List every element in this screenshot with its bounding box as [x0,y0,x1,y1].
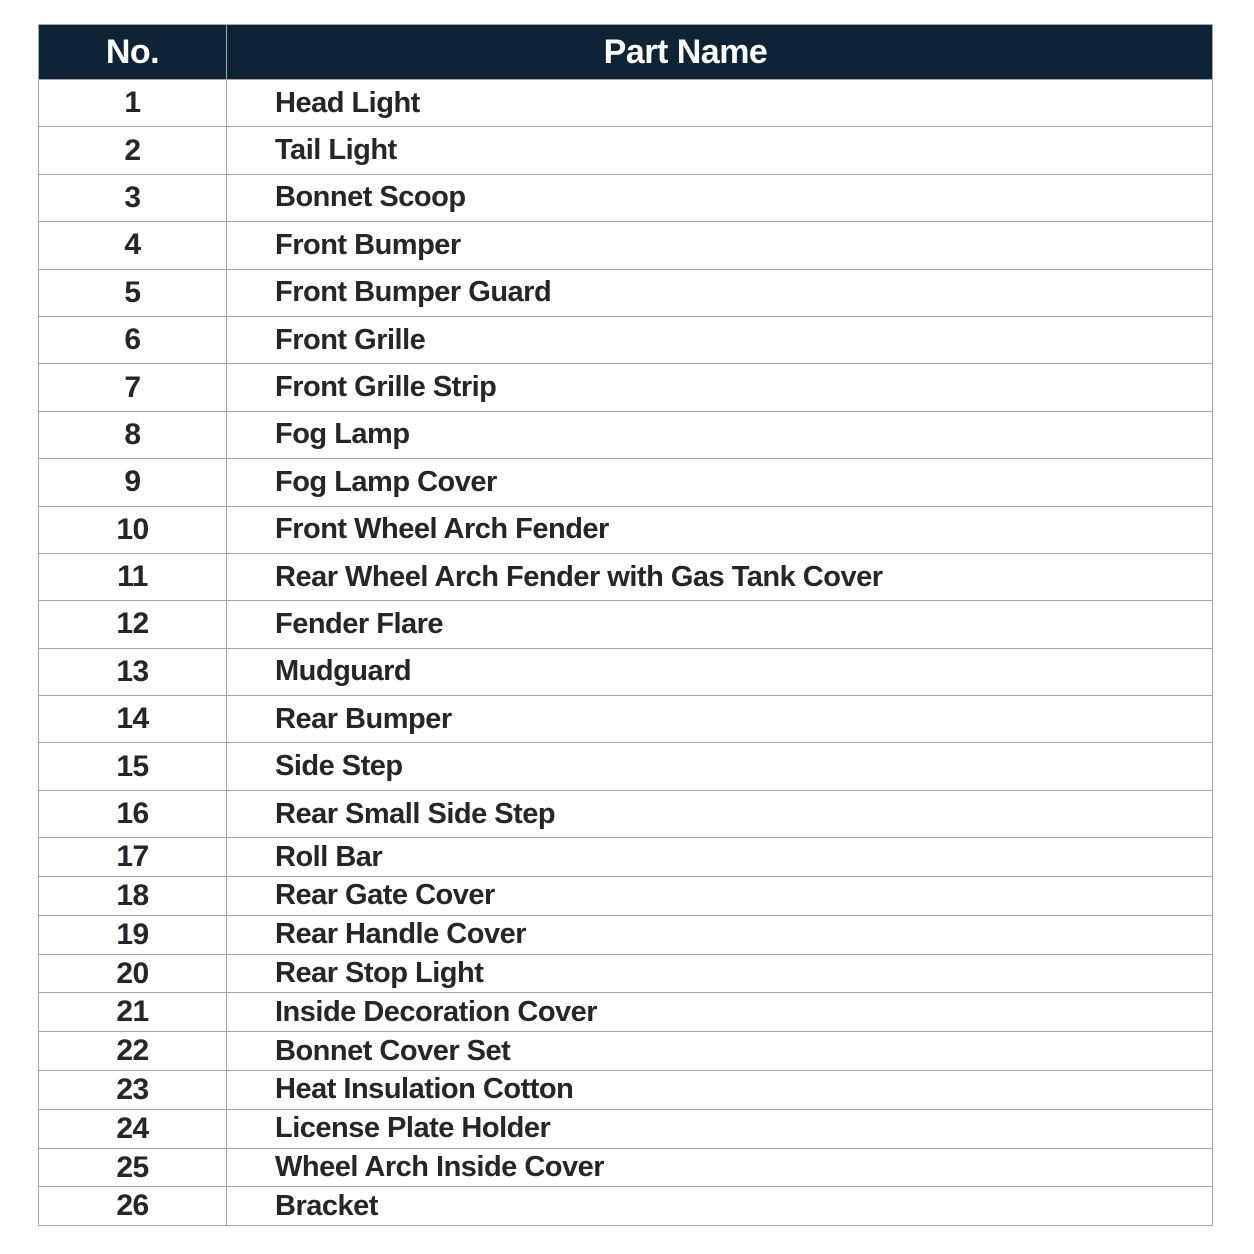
header-row [39,25,1213,80]
row-part-name: Fog Lamp [227,411,1213,458]
table-row [39,790,1213,837]
row-no: 3 [39,174,227,221]
row-no: 7 [39,364,227,411]
table-row [39,601,1213,648]
table-row [39,222,1213,269]
row-no: 13 [39,648,227,695]
row-part-name: Rear Small Side Step [227,790,1213,837]
row-part-name: Inside Decoration Cover [227,993,1213,1032]
table-row [39,174,1213,221]
table-row [39,127,1213,174]
row-part-name: Bonnet Cover Set [227,1032,1213,1071]
row-part-name: Bracket [227,1187,1213,1226]
table-row [39,553,1213,600]
row-no: 17 [39,838,227,877]
table-row [39,743,1213,790]
table-row [39,269,1213,316]
parts-table [38,24,1213,1226]
row-part-name: Front Grille [227,316,1213,363]
table-row [39,915,1213,954]
row-no: 6 [39,316,227,363]
row-no: 24 [39,1109,227,1148]
row-part-name: Front Bumper Guard [227,269,1213,316]
row-part-name: Rear Handle Cover [227,915,1213,954]
row-no: 22 [39,1032,227,1071]
table-row [39,696,1213,743]
row-part-name: Side Step [227,743,1213,790]
row-no: 19 [39,915,227,954]
row-part-name: Tail Light [227,127,1213,174]
row-part-name: Wheel Arch Inside Cover [227,1148,1213,1187]
row-no: 15 [39,743,227,790]
table-row [39,838,1213,877]
parts-table-header [39,25,1213,80]
row-part-name: Fender Flare [227,601,1213,648]
row-part-name: Bonnet Scoop [227,174,1213,221]
row-no: 11 [39,553,227,600]
table-row [39,316,1213,363]
row-part-name: Rear Stop Light [227,954,1213,993]
row-part-name: Rear Gate Cover [227,877,1213,916]
table-row [39,80,1213,127]
row-no: 1 [39,80,227,127]
table-row [39,954,1213,993]
table-row [39,1187,1213,1226]
column-header-part-name: Part Name [227,25,1213,80]
table-row [39,411,1213,458]
table-row [39,1109,1213,1148]
row-no: 10 [39,506,227,553]
table-row [39,364,1213,411]
row-part-name: Heat Insulation Cotton [227,1071,1213,1110]
row-no: 20 [39,954,227,993]
row-no: 5 [39,269,227,316]
row-part-name: Roll Bar [227,838,1213,877]
row-no: 2 [39,127,227,174]
row-part-name: Front Wheel Arch Fender [227,506,1213,553]
row-no: 18 [39,877,227,916]
row-no: 4 [39,222,227,269]
row-part-name: Front Grille Strip [227,364,1213,411]
row-no: 14 [39,696,227,743]
parts-table-body [39,80,1213,1226]
table-row [39,993,1213,1032]
row-part-name: License Plate Holder [227,1109,1213,1148]
row-part-name: Rear Bumper [227,696,1213,743]
row-no: 23 [39,1071,227,1110]
table-row [39,648,1213,695]
table-row [39,1032,1213,1071]
table-row [39,459,1213,506]
row-no: 12 [39,601,227,648]
column-header-no: No. [39,25,227,80]
table-row [39,506,1213,553]
row-part-name: Mudguard [227,648,1213,695]
row-part-name: Rear Wheel Arch Fender with Gas Tank Cover [227,553,1213,600]
row-part-name: Head Light [227,80,1213,127]
table-row [39,1071,1213,1110]
row-no: 26 [39,1187,227,1226]
row-no: 16 [39,790,227,837]
row-no: 21 [39,993,227,1032]
row-no: 9 [39,459,227,506]
row-no: 8 [39,411,227,458]
row-no: 25 [39,1148,227,1187]
row-part-name: Front Bumper [227,222,1213,269]
row-part-name: Fog Lamp Cover [227,459,1213,506]
table-row [39,1148,1213,1187]
table-row [39,877,1213,916]
